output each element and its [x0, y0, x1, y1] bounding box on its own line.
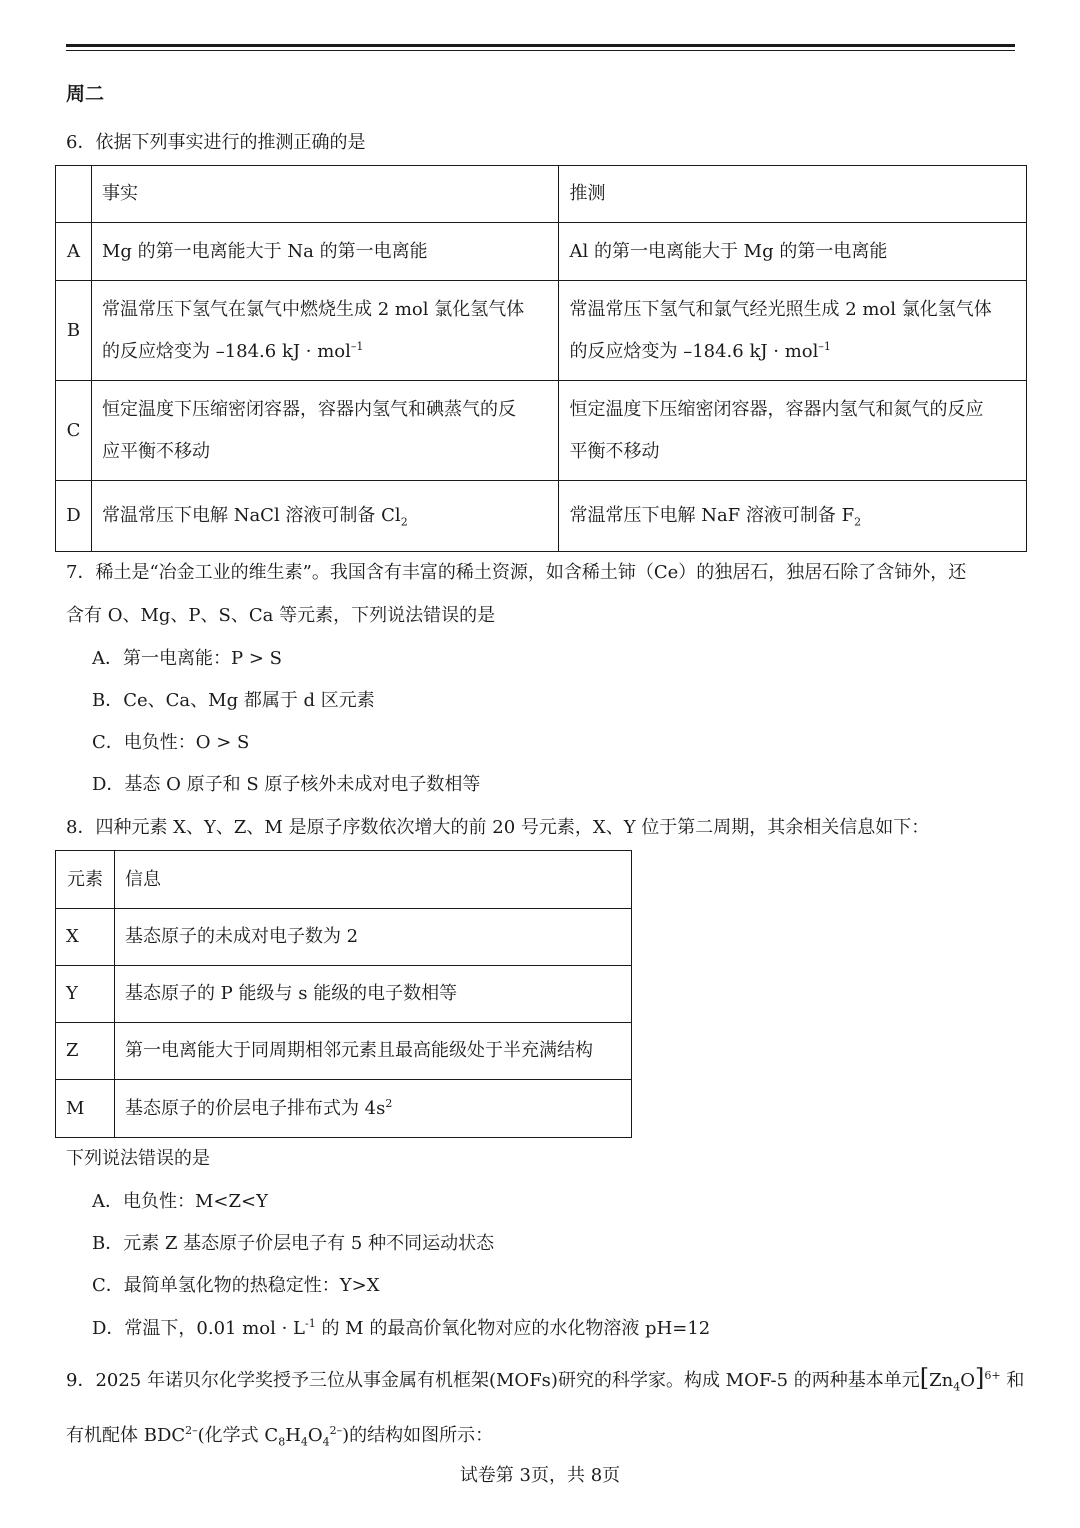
- q8-row-y: [56, 966, 632, 1023]
- q8-row-label: M: [56, 1080, 115, 1138]
- q9-line2-pre: 有机配体 BDC: [66, 1425, 186, 1446]
- q8-header-element: 元素: [56, 851, 115, 909]
- q7-option-c: C．电负性：O > S: [92, 732, 250, 753]
- q6-row-guess-line2-text: 的反应焓变为 –184.6 kJ · mol: [569, 340, 819, 362]
- q9-o: O: [307, 1425, 323, 1446]
- q8-option-d: [92, 1317, 710, 1341]
- q6-row-fact: [91, 281, 559, 381]
- q9-formula-sup: 6+: [984, 1369, 1001, 1382]
- q6-header-guess: 推测: [559, 166, 1027, 223]
- q6-row-c: [56, 381, 1027, 481]
- q9-bdc-sup: 2–: [185, 1424, 198, 1437]
- q6-row-fact-text: 常温常压下电解 NaCl 溶液可制备 Cl: [101, 505, 401, 526]
- q8-row-x: [56, 909, 632, 966]
- q6-row-fact-sup: –1: [350, 339, 364, 353]
- q8-option-b: B．元素 Z 基态原子价层电子有 5 种不同运动状态: [92, 1233, 495, 1254]
- q9-h-sub: 4: [300, 1435, 308, 1449]
- q9-c-sub: 8: [278, 1435, 286, 1449]
- q9-line1-post: 和: [1000, 1370, 1025, 1391]
- q6-row-guess-line1: 恒定温度下压缩密闭容器，容器内氢气和氮气的反应: [569, 398, 984, 420]
- q9-bracket-close: ]: [975, 1364, 985, 1392]
- q9-line2: [66, 1424, 493, 1448]
- q6-row-fact-sub: 2: [400, 515, 408, 529]
- q6-row-a: [56, 223, 1027, 281]
- q6-row-label: D: [56, 481, 92, 552]
- q6-row-guess-sub: 2: [854, 515, 862, 529]
- q8-row-label: Y: [56, 966, 115, 1023]
- q6-row-fact-line2: 应平衡不移动: [101, 440, 210, 462]
- q8-header-info: 信息: [114, 851, 631, 909]
- q6-row-fact-line1: 恒定温度下压缩密闭容器，容器内氢气和碘蒸气的反: [101, 398, 516, 420]
- q8-option-a: A．电负性：M<Z<Y: [92, 1191, 268, 1212]
- q8-row-info-text: 基态原子的价层电子排布式为 4s: [124, 1097, 386, 1119]
- page-footer: 试卷第 3页，共 8页: [459, 1465, 621, 1486]
- q8-option-d-sup: -1: [305, 1317, 316, 1330]
- q9-formula-zn: Zn: [929, 1370, 954, 1391]
- q8-stem: 8．四种元素 X、Y、Z、M 是原子序数依次增大的前 20 号元素，X、Y 位于第二周期，其余相关信息如下：: [66, 817, 930, 838]
- q8-row-z: [56, 1023, 632, 1080]
- q8-after: 下列说法错误的是: [66, 1148, 210, 1169]
- q6-row-label: A: [56, 223, 92, 281]
- q8-row-info: 基态原子的 P 能级与 s 能级的电子数相等: [114, 966, 631, 1023]
- q6-row-b: [56, 281, 1027, 381]
- q6-row-guess: [559, 381, 1027, 481]
- q8-option-d-post: 的 M 的最高价氧化物对应的水化物溶液 pH=12: [315, 1318, 711, 1339]
- header-rule-thick: [66, 44, 1015, 47]
- q7-option-b: B．Ce、Ca、Mg 都属于 d 区元素: [92, 690, 375, 711]
- q8-row-info: 基态原子的未成对电子数为 2: [114, 909, 631, 966]
- q6-row-guess: [559, 481, 1027, 552]
- q8-option-c: C．最简单氢化物的热稳定性：Y>X: [92, 1275, 380, 1296]
- q8-row-label: X: [56, 909, 115, 966]
- q6-row-fact: Mg 的第一电离能大于 Na 的第一电离能: [91, 223, 559, 281]
- q7-option-a: A．第一电离能：P > S: [92, 648, 282, 669]
- q8-table: [55, 850, 632, 1138]
- section-title: 周二: [66, 83, 105, 105]
- q6-table: [55, 165, 1027, 552]
- q7-stem-line1: 7．稀土是“冶金工业的维生素”。我国含有丰富的稀土资源，如含稀土铈（Ce）的独居石，独居石除了含铈外，还: [66, 562, 967, 583]
- q9-formula-o: O: [960, 1370, 976, 1391]
- q6-row-guess-line2: [569, 331, 1016, 373]
- q8-header-row: [56, 851, 632, 909]
- q6-row-guess: Al 的第一电离能大于 Mg 的第一电离能: [559, 223, 1027, 281]
- q9-o-sup: 2–: [329, 1424, 343, 1437]
- q9-h: H: [285, 1425, 301, 1446]
- header-rule-thin: [66, 50, 1015, 51]
- q6-row-guess-sup: –1: [818, 339, 831, 353]
- q6-stem: 6．依据下列事实进行的推测正确的是: [66, 132, 366, 153]
- q6-row-guess: [559, 281, 1027, 381]
- q6-row-fact: [91, 381, 559, 481]
- q6-header-row: [56, 166, 1027, 223]
- q6-row-label: B: [56, 281, 92, 381]
- q6-row-fact-line1: 常温常压下氢气在氯气中燃烧生成 2 mol 氯化氢气体: [101, 298, 525, 320]
- q8-option-d-pre: D．常温下，0.01 mol · L: [92, 1318, 306, 1339]
- q9-bracket-open: [: [919, 1364, 930, 1392]
- q8-row-label: Z: [56, 1023, 115, 1080]
- q9-o-sub: 4: [322, 1435, 330, 1449]
- q6-row-d: [56, 481, 1027, 552]
- q6-row-fact: [91, 481, 559, 552]
- q9-line2-mid: (化学式 C: [197, 1425, 279, 1446]
- q6-row-label: C: [56, 381, 92, 481]
- q6-row-fact-line2-text: 的反应焓变为 –184.6 kJ · mol: [101, 340, 351, 362]
- q6-header-fact: 事实: [91, 166, 559, 223]
- q7-stem-line2: 含有 O、Mg、P、S、Ca 等元素，下列说法错误的是: [66, 605, 496, 626]
- q6-header-blank: [56, 166, 92, 223]
- q7-option-d: D．基态 O 原子和 S 原子核外未成对电子数相等: [92, 774, 481, 795]
- q9-formula-sub: 4: [953, 1380, 961, 1394]
- q6-row-guess-line1: 常温常压下氢气和氯气经光照生成 2 mol 氯化氢气体: [569, 298, 992, 320]
- q6-row-guess-line2: 平衡不移动: [569, 440, 660, 462]
- q8-row-m: [56, 1080, 632, 1138]
- q8-row-info-sup: 2: [385, 1096, 393, 1110]
- q9-line2-post: )的结构如图所示：: [342, 1425, 494, 1446]
- q8-row-info: 第一电离能大于同周期相邻元素且最高能级处于半充满结构: [114, 1023, 631, 1080]
- q9-line1-pre: 9．2025 年诺贝尔化学奖授予三位从事金属有机框架(MOFs)研究的科学家。构成 MOF-5 的两种基本单元: [66, 1370, 920, 1391]
- q6-row-guess-text: 常温常压下电解 NaF 溶液可制备 F: [569, 505, 855, 526]
- q6-row-fact-line2: [102, 331, 549, 373]
- q8-row-info: [114, 1080, 631, 1138]
- q9-line1: [66, 1366, 1024, 1393]
